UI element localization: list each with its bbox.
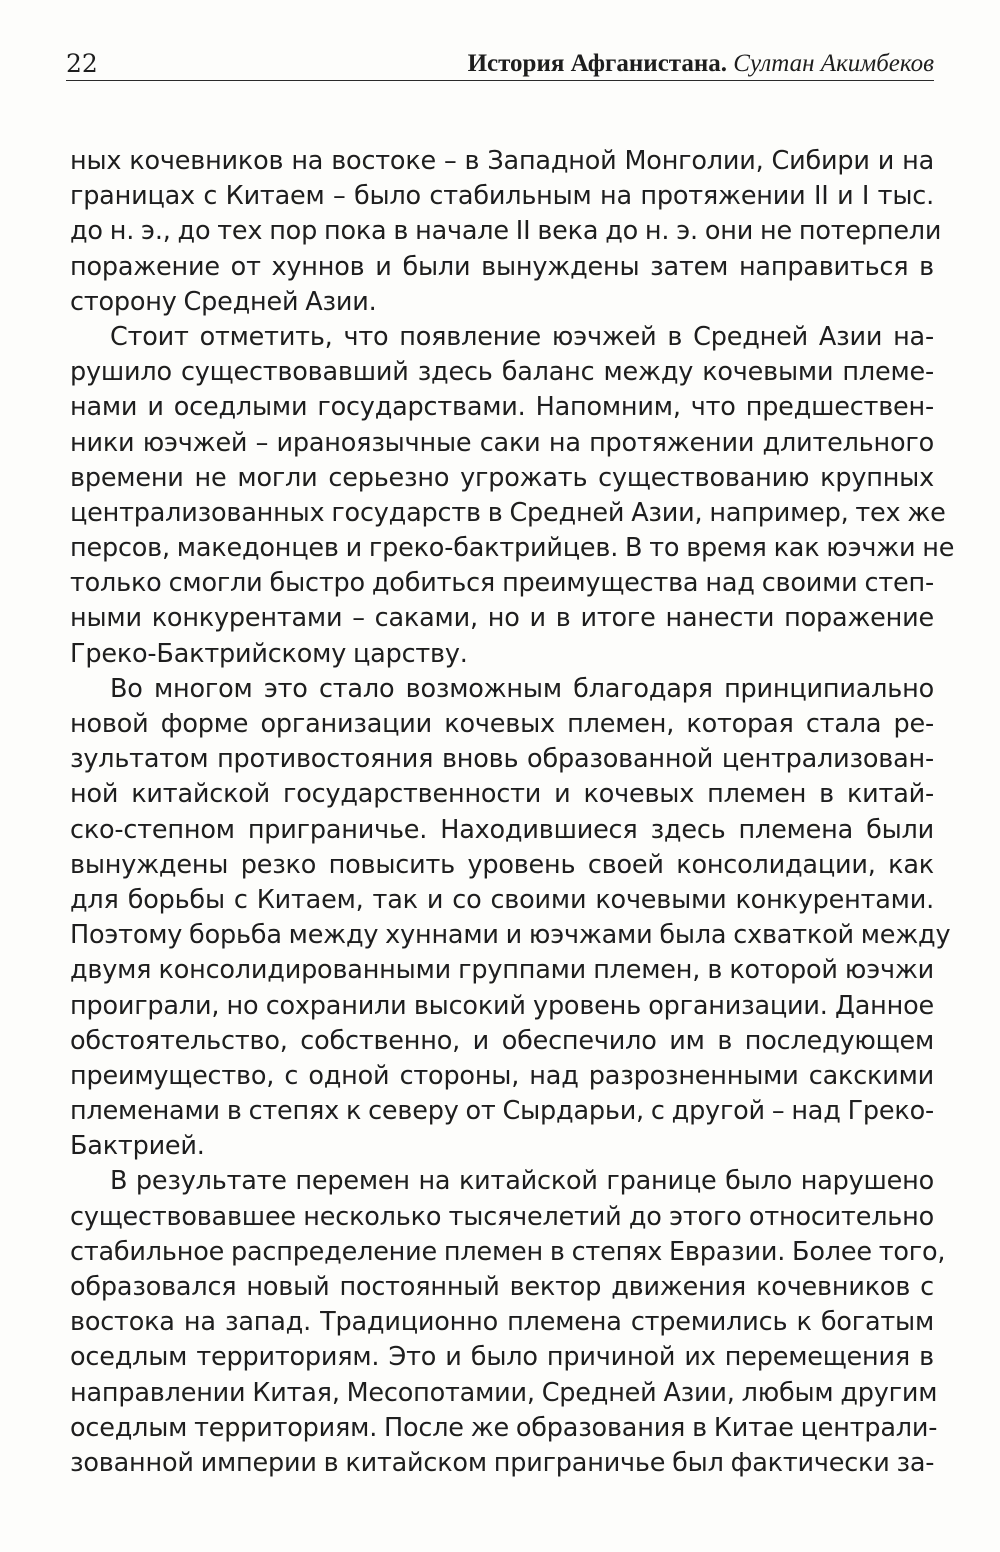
- text-line: сторону Средней Азии.: [70, 286, 377, 317]
- book-title: История Афганистана.: [467, 50, 728, 77]
- text-line: зованной империи в китайском приграничье был фактически за-: [70, 1447, 935, 1478]
- text-line: Во многом это стало возможным благодаря принципиально: [110, 673, 934, 704]
- text-line: преимущество, с одной стороны, над разрозненными сакскими: [70, 1060, 934, 1091]
- text-line: стабильное распределение племен в степях Евразии. Более того,: [70, 1236, 946, 1267]
- author-name: Султан Акимбеков: [733, 50, 934, 77]
- text-line: зультатом противостояния вновь образованной централизован-: [70, 744, 934, 775]
- header-title-group: [468, 50, 934, 78]
- text-line: вынуждены резко повысить уровень своей консолидации, как: [70, 849, 934, 880]
- text-line: ско-степном приграничье. Находившиеся здесь племена были: [70, 814, 934, 845]
- text-line: обстоятельство, собственно, и обеспечило им в последующем: [70, 1025, 934, 1056]
- text-line: Бактрией.: [70, 1131, 205, 1162]
- running-header: [66, 44, 934, 81]
- text-line: Греко-Бактрийскому царству.: [70, 638, 468, 669]
- body-text: [70, 144, 955, 1481]
- text-line: образовался новый постоянный вектор движения кочевников с: [70, 1272, 934, 1302]
- text-line: востока на запад. Традиционно племена стремились к богатым: [70, 1307, 934, 1338]
- paragraph: [70, 320, 955, 672]
- text-line: направлении Китая, Месопотамии, Средней Азии, любым другим: [70, 1377, 938, 1408]
- text-line: проиграли, но сохранили высокий уровень организации. Данное: [70, 990, 934, 1021]
- text-line: только смогли быстро добиться преимущества над своими степ-: [70, 568, 934, 599]
- text-line: границах с Китаем – было стабильным на протяжении II и I тыс.: [70, 181, 934, 212]
- text-line: племенами в степях к северу от Сырдарьи, с другой – над Греко-: [70, 1096, 934, 1127]
- text-line: поражение от хуннов и были вынуждены затем направиться в: [70, 251, 934, 282]
- text-line: централизованных государств в Средней Азии, например, тех же: [70, 497, 946, 528]
- text-line: времени не могли серьезно угрожать существованию крупных: [70, 462, 934, 493]
- text-line: персов, македонцев и греко-бактрийцев. В то время как юэчжи не: [70, 533, 955, 564]
- text-line: двумя консолидированными группами племен, в которой юэчжи: [70, 955, 934, 986]
- text-line: оседлым территориям. После же образования в Китае централи-: [70, 1412, 938, 1443]
- paragraph: [70, 672, 951, 1165]
- paragraph: [70, 144, 942, 320]
- text-line: новой форме организации кочевых племен, которая стала ре-: [70, 709, 934, 739]
- text-line: В результате перемен на китайской границе было нарушено: [110, 1166, 934, 1197]
- text-line: нами и оседлыми государствами. Напомним, что предшествен-: [70, 392, 934, 423]
- text-line: ной китайской государственности и кочевых племен в китай-: [70, 779, 934, 810]
- text-line: до н. э., до тех пор пока в начале II века до н. э. они не потерпели: [70, 216, 942, 247]
- text-line: Стоит отметить, что появление юэчжей в Средней Азии на-: [110, 321, 934, 352]
- text-line: ных кочевников на востоке – в Западной Монголии, Сибири и на: [70, 146, 934, 176]
- text-line: Поэтому борьба между хуннами и юэчжами была схваткой между: [70, 920, 951, 951]
- text-line: существовавшее несколько тысячелетий до этого относительно: [70, 1201, 934, 1232]
- text-line: рушило существовавший здесь баланс между кочевыми племе-: [70, 357, 934, 388]
- text-line: ными конкурентами – саками, но и в итоге нанести поражение: [70, 603, 934, 634]
- text-line: ники юэчжей – ираноязычные саки на протяжении длительного: [70, 427, 934, 458]
- page-number: 22: [66, 49, 98, 78]
- text-line: для борьбы с Китаем, так и со своими кочевыми конкурентами.: [70, 884, 934, 915]
- text-line: оседлым территориям. Это и было причиной их перемещения в: [70, 1342, 934, 1373]
- paragraph: [70, 1164, 946, 1481]
